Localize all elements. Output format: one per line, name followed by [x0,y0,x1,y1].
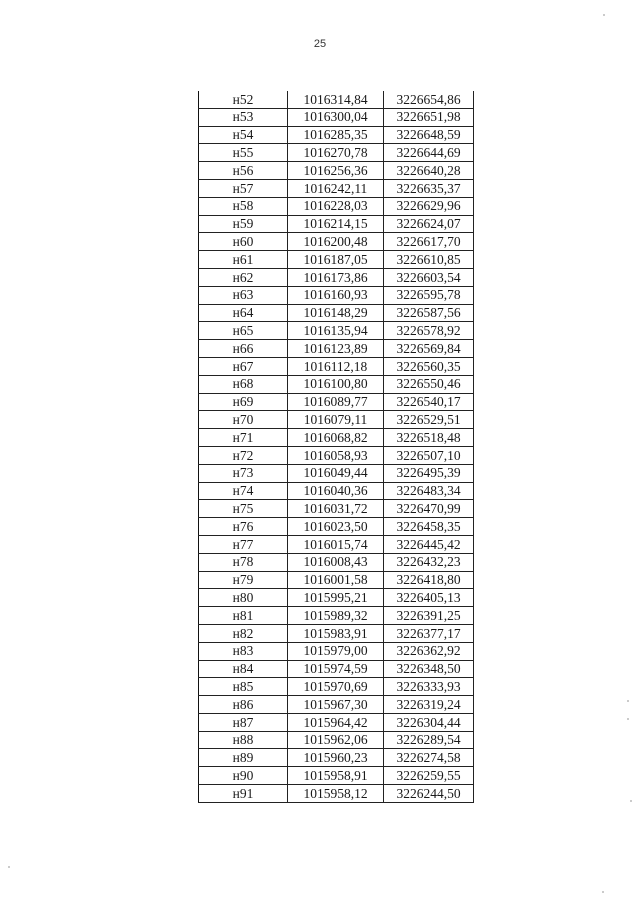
point-id-cell: н61 [199,251,288,269]
y-coordinate-cell: 3226569,84 [384,340,474,358]
table-row [199,411,474,429]
y-coordinate-cell: 3226578,92 [384,322,474,340]
y-coordinate-cell: 3226518,48 [384,429,474,447]
table-row [199,91,474,108]
x-coordinate-cell: 1015983,91 [288,624,384,642]
table-row [199,678,474,696]
y-coordinate-cell: 3226603,54 [384,268,474,286]
page-number: 25 [313,38,327,50]
point-id-cell: н64 [199,304,288,322]
y-coordinate-cell: 3226635,37 [384,179,474,197]
point-id-cell: н63 [199,286,288,304]
y-coordinate-cell: 3226391,25 [384,607,474,625]
x-coordinate-cell: 1016089,77 [288,393,384,411]
table-row [199,340,474,358]
table-row [199,731,474,749]
y-coordinate-cell: 3226470,99 [384,500,474,518]
x-coordinate-cell: 1015970,69 [288,678,384,696]
y-coordinate-cell: 3226348,50 [384,660,474,678]
x-coordinate-cell: 1015960,23 [288,749,384,767]
scan-speck [627,700,629,702]
table-row [199,357,474,375]
table-row [199,162,474,180]
y-coordinate-cell: 3226629,96 [384,197,474,215]
table-row [199,393,474,411]
y-coordinate-cell: 3226648,59 [384,126,474,144]
table-row [199,642,474,660]
y-coordinate-cell: 3226377,17 [384,624,474,642]
y-coordinate-cell: 3226362,92 [384,642,474,660]
y-coordinate-cell: 3226259,55 [384,767,474,785]
point-id-cell: н87 [199,713,288,731]
table-row [199,286,474,304]
y-coordinate-cell: 3226617,70 [384,233,474,251]
scan-speck [8,866,10,868]
point-id-cell: н69 [199,393,288,411]
y-coordinate-cell: 3226333,93 [384,678,474,696]
point-id-cell: н84 [199,660,288,678]
table-row [199,233,474,251]
x-coordinate-cell: 1016023,50 [288,518,384,536]
x-coordinate-cell: 1015979,00 [288,642,384,660]
x-coordinate-cell: 1016001,58 [288,571,384,589]
scan-speck [630,800,632,802]
point-id-cell: н70 [199,411,288,429]
table-row [199,144,474,162]
scan-speck [627,718,629,720]
point-id-cell: н86 [199,696,288,714]
y-coordinate-cell: 3226560,35 [384,357,474,375]
x-coordinate-cell: 1015962,06 [288,731,384,749]
x-coordinate-cell: 1016148,29 [288,304,384,322]
x-coordinate-cell: 1015958,91 [288,767,384,785]
x-coordinate-cell: 1016079,11 [288,411,384,429]
table-row [199,500,474,518]
point-id-cell: н76 [199,518,288,536]
table-row [199,482,474,500]
table-row [199,767,474,785]
y-coordinate-cell: 3226289,54 [384,731,474,749]
table-row [199,197,474,215]
point-id-cell: н82 [199,624,288,642]
coordinates-table [198,91,474,803]
y-coordinate-cell: 3226529,51 [384,411,474,429]
y-coordinate-cell: 3226304,44 [384,713,474,731]
point-id-cell: н88 [199,731,288,749]
y-coordinate-cell: 3226640,28 [384,162,474,180]
point-id-cell: н85 [199,678,288,696]
point-id-cell: н90 [199,767,288,785]
point-id-cell: н66 [199,340,288,358]
x-coordinate-cell: 1015974,59 [288,660,384,678]
table-row [199,535,474,553]
x-coordinate-cell: 1016015,74 [288,535,384,553]
y-coordinate-cell: 3226587,56 [384,304,474,322]
table-row [199,713,474,731]
x-coordinate-cell: 1016242,11 [288,179,384,197]
point-id-cell: н77 [199,535,288,553]
x-coordinate-cell: 1015989,32 [288,607,384,625]
x-coordinate-cell: 1016300,04 [288,108,384,126]
point-id-cell: н57 [199,179,288,197]
table-row [199,660,474,678]
y-coordinate-cell: 3226550,46 [384,375,474,393]
table-row [199,375,474,393]
table-row [199,429,474,447]
point-id-cell: н68 [199,375,288,393]
x-coordinate-cell: 1016040,36 [288,482,384,500]
x-coordinate-cell: 1016112,18 [288,357,384,375]
table-row [199,268,474,286]
y-coordinate-cell: 3226610,85 [384,251,474,269]
x-coordinate-cell: 1016173,86 [288,268,384,286]
y-coordinate-cell: 3226540,17 [384,393,474,411]
point-id-cell: н75 [199,500,288,518]
y-coordinate-cell: 3226644,69 [384,144,474,162]
coordinates-table-body [199,91,474,802]
x-coordinate-cell: 1016270,78 [288,144,384,162]
point-id-cell: н79 [199,571,288,589]
table-row [199,624,474,642]
point-id-cell: н78 [199,553,288,571]
table-row [199,607,474,625]
x-coordinate-cell: 1016256,36 [288,162,384,180]
point-id-cell: н59 [199,215,288,233]
table-row [199,696,474,714]
x-coordinate-cell: 1016187,05 [288,251,384,269]
y-coordinate-cell: 3226405,13 [384,589,474,607]
y-coordinate-cell: 3226418,80 [384,571,474,589]
point-id-cell: н83 [199,642,288,660]
point-id-cell: н62 [199,268,288,286]
point-id-cell: н67 [199,357,288,375]
point-id-cell: н55 [199,144,288,162]
table-row [199,251,474,269]
y-coordinate-cell: 3226651,98 [384,108,474,126]
y-coordinate-cell: 3226624,07 [384,215,474,233]
x-coordinate-cell: 1015964,42 [288,713,384,731]
y-coordinate-cell: 3226483,34 [384,482,474,500]
x-coordinate-cell: 1016123,89 [288,340,384,358]
point-id-cell: н52 [199,91,288,108]
x-coordinate-cell: 1015995,21 [288,589,384,607]
point-id-cell: н60 [199,233,288,251]
table-row [199,108,474,126]
table-row [199,785,474,803]
table-row [199,446,474,464]
y-coordinate-cell: 3226432,23 [384,553,474,571]
point-id-cell: н53 [199,108,288,126]
table-row [199,553,474,571]
x-coordinate-cell: 1016008,43 [288,553,384,571]
x-coordinate-cell: 1016031,72 [288,500,384,518]
point-id-cell: н65 [199,322,288,340]
table-row [199,304,474,322]
x-coordinate-cell: 1016049,44 [288,464,384,482]
x-coordinate-cell: 1016068,82 [288,429,384,447]
x-coordinate-cell: 1016285,35 [288,126,384,144]
table-row [199,215,474,233]
table-row [199,322,474,340]
y-coordinate-cell: 3226495,39 [384,464,474,482]
x-coordinate-cell: 1016228,03 [288,197,384,215]
y-coordinate-cell: 3226274,58 [384,749,474,767]
x-coordinate-cell: 1016135,94 [288,322,384,340]
x-coordinate-cell: 1016200,48 [288,233,384,251]
x-coordinate-cell: 1015967,30 [288,696,384,714]
scan-speck [602,891,604,893]
y-coordinate-cell: 3226244,50 [384,785,474,803]
y-coordinate-cell: 3226654,86 [384,91,474,108]
table-row [199,749,474,767]
point-id-cell: н74 [199,482,288,500]
point-id-cell: н54 [199,126,288,144]
scan-speck [603,14,605,16]
table-row [199,571,474,589]
y-coordinate-cell: 3226319,24 [384,696,474,714]
y-coordinate-cell: 3226595,78 [384,286,474,304]
point-id-cell: н80 [199,589,288,607]
table-row [199,518,474,536]
x-coordinate-cell: 1016100,80 [288,375,384,393]
x-coordinate-cell: 1016314,84 [288,91,384,108]
table-row [199,179,474,197]
y-coordinate-cell: 3226445,42 [384,535,474,553]
point-id-cell: н56 [199,162,288,180]
table-row [199,464,474,482]
point-id-cell: н89 [199,749,288,767]
y-coordinate-cell: 3226458,35 [384,518,474,536]
point-id-cell: н81 [199,607,288,625]
x-coordinate-cell: 1016214,15 [288,215,384,233]
table-row [199,589,474,607]
x-coordinate-cell: 1016160,93 [288,286,384,304]
point-id-cell: н58 [199,197,288,215]
x-coordinate-cell: 1015958,12 [288,785,384,803]
y-coordinate-cell: 3226507,10 [384,446,474,464]
point-id-cell: н72 [199,446,288,464]
point-id-cell: н91 [199,785,288,803]
point-id-cell: н73 [199,464,288,482]
table-row [199,126,474,144]
point-id-cell: н71 [199,429,288,447]
x-coordinate-cell: 1016058,93 [288,446,384,464]
